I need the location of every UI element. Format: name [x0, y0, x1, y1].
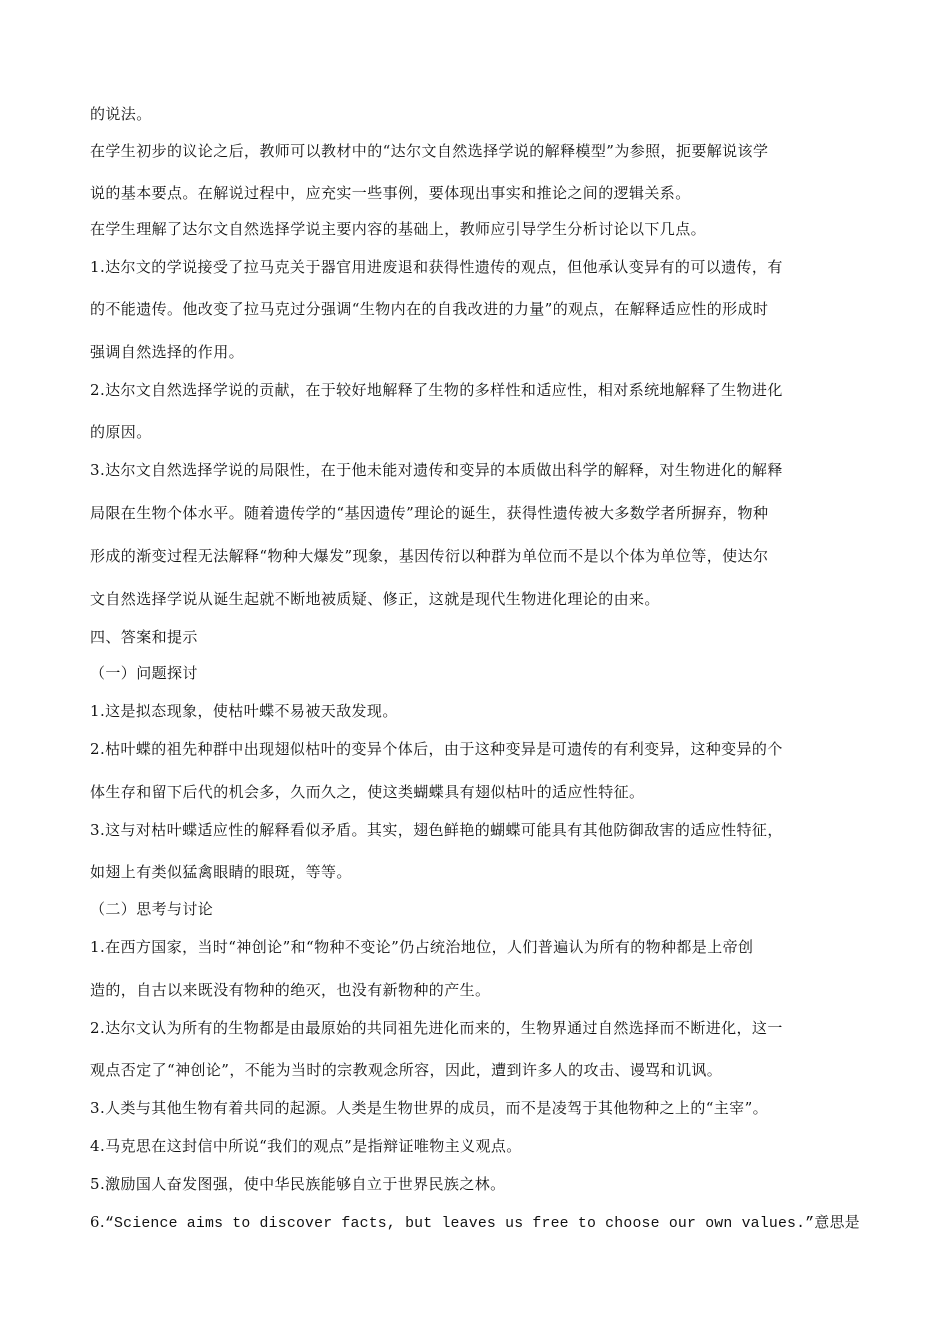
text-line: 1.这是拟态现象，使枯叶蝶不易被天敌发现。	[90, 702, 398, 720]
text-line: 观点否定了“神创论”，不能为当时的宗教观念所容，因此，遭到许多人的攻击、谩骂和讥讽。	[90, 1061, 723, 1079]
text-line: 4.马克思在这封信中所说“我们的观点”是指辩证唯物主义观点。	[90, 1137, 522, 1155]
text-line: 形成的渐变过程无法解释“物种大爆发”现象，基因传衍以种群为单位而不是以个体为单位等，使达尔	[90, 547, 769, 565]
subsection-heading: （一）问题探讨	[90, 664, 198, 682]
text-line: 在学生初步的议论之后，教师可以教材中的“达尔文自然选择学说的解释模型”为参照，扼要解说该学	[90, 142, 769, 160]
text-line: 2.枯叶蝶的祖先种群中出现翅似枯叶的变异个体后，由于这种变异是可遗传的有利变异，这种变异的个	[90, 740, 783, 758]
subsection-heading: （二）思考与讨论	[90, 900, 214, 918]
text-line: 如翅上有类似猛禽眼睛的眼斑，等等。	[90, 863, 352, 881]
text-line: 强调自然选择的作用。	[90, 343, 245, 361]
text-line: 2.达尔文自然选择学说的贡献，在于较好地解释了生物的多样性和适应性，相对系统地解释了生物进化	[90, 381, 783, 399]
section-heading: 四、答案和提示	[90, 628, 198, 646]
text-line: 3.人类与其他生物有着共同的起源。人类是生物世界的成员，而不是凌驾于其他物种之上的“主宰”。	[90, 1099, 769, 1117]
text-line: 的说法。	[90, 105, 152, 123]
text-line: 说的基本要点。在解说过程中，应充实一些事例，要体现出事实和推论之间的逻辑关系。	[90, 184, 691, 202]
text-line: 局限在生物个体水平。随着遗传学的“基因遗传”理论的诞生，获得性遗传被大多数学者所摒弃，物种	[90, 504, 769, 522]
text-line: 1.达尔文的学说接受了拉马克关于器官用进废退和获得性遗传的观点，但他承认变异有的可以遗传，有	[90, 258, 783, 276]
text-line: 2.达尔文认为所有的生物都是由最原始的共同祖先进化而来的，生物界通过自然选择而不断进化，这一	[90, 1019, 783, 1037]
line-suffix: 意思是	[814, 1213, 861, 1231]
text-line: 体生存和留下后代的机会多，久而久之，使这类蝴蝶具有翅似枯叶的适应性特征。	[90, 783, 645, 801]
text-line: 的原因。	[90, 423, 152, 441]
text-line: 5.激励国人奋发图强，使中华民族能够自立于世界民族之林。	[90, 1175, 506, 1193]
text-line: 3.这与对枯叶蝶适应性的解释看似矛盾。其实，翅色鲜艳的蝴蝶可能具有其他防御敌害的适应性特征，	[90, 821, 783, 839]
text-line: 造的，自古以来既没有物种的绝灭，也没有新物种的产生。	[90, 981, 491, 999]
text-line: 3.达尔文自然选择学说的局限性，在于他未能对遗传和变异的本质做出科学的解释，对生物进化的解释	[90, 461, 783, 479]
english-quote: “Science aims to discover facts, but leaves us free to choose our own values.”	[104, 1215, 815, 1232]
text-line	[90, 1212, 860, 1234]
text-line: 的不能遗传。他改变了拉马克过分强调“生物内在的自我改进的力量”的观点，在解释适应性的形成时	[90, 300, 769, 318]
text-line: 文自然选择学说从诞生起就不断地被质疑、修正，这就是现代生物进化理论的由来。	[90, 590, 660, 608]
text-line: 1.在西方国家，当时“神创论”和“物种不变论”仍占统治地位，人们普遍认为所有的物种都是上帝创	[90, 938, 754, 956]
text-line: 在学生理解了达尔文自然选择学说主要内容的基础上，教师应引导学生分析讨论以下几点。	[90, 220, 707, 238]
line-number: 6.	[90, 1213, 105, 1231]
